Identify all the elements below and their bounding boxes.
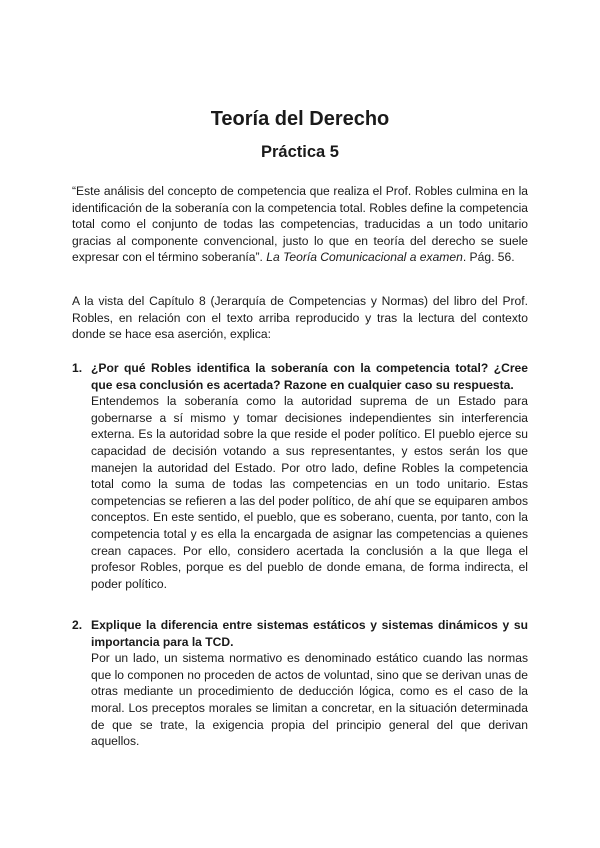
- quote-paragraph: [72, 183, 528, 266]
- quote-text: “Este análisis del concepto de competencia que realiza el Prof. Robles culmina en la identificación de la soberanía con la competencia total. Robles define la competencia total como el conjunto de todas las competencias, traducidas a un todo unitario gracias al componente convencional, justo lo que en teoría del derecho se suele expresar con el término soberanía”.: [72, 184, 528, 265]
- question-item: [72, 360, 528, 592]
- question-item: [72, 617, 528, 750]
- answer-text: Por un lado, un sistema normativo es denominado estático cuando las normas que lo componen no proceden de actos de voluntad, sino que se derivan unas de otras mediante un procedimiento de deducción lógica, como es el caso de la moral. Los preceptos morales se limitan a concretar, en la situación determinada de que se trate, la exigencia propia del principio general del que derivan aquellos.: [91, 651, 528, 749]
- question-text: Explique la diferencia entre sistemas estáticos y sistemas dinámicos y su importancia para la TCD.: [91, 618, 528, 649]
- intro-paragraph: A la vista del Capítulo 8 (Jerarquía de Competencias y Normas) del libro del Prof. Robles, en relación con el texto arriba reproducido y tras la lectura del contexto donde se hace esa aserción, explica:: [72, 294, 528, 342]
- quote-page-ref: . Pág. 56.: [462, 250, 515, 265]
- page-subtitle: Práctica 5: [261, 143, 339, 161]
- question-number: 2.: [72, 618, 83, 632]
- answer-text: Entendemos la soberanía como la autoridad suprema de un Estado para gobernarse a sí mismo y tomar decisiones independientes sin interferencia externa. Es la autoridad sobre la que reside el poder político. El pueblo ejerce su capacidad de decisión votando a sus representantes, y estos serán los que manejen la autoridad del Estado. Por otro lado, define Robles la competencia total como la suma de todas las competencias en un todo unitario. Estas competencias se refieren a las del poder político, de ahí que se equiparen ambos conceptos. En este sentido, el pueblo, que es soberano, cuenta, por tanto, con la competencia total y es ella la encargada de asignar las competencias a quienes crean capaces. Por ello, considero acertada la conclusión a la que llega el profesor Robles, porque es del pueblo de donde emana, de forma indirecta, el poder político.: [91, 394, 528, 591]
- quote-source: La Teoría Comunicacional a examen: [266, 250, 463, 265]
- question-number: 1.: [72, 361, 83, 375]
- question-text: ¿Por qué Robles identifica la soberanía con la competencia total? ¿Cree que esa conclusión es acertada? Razone en cualquier caso su respuesta.: [91, 361, 528, 392]
- page-title: Teoría del Derecho: [210, 108, 390, 130]
